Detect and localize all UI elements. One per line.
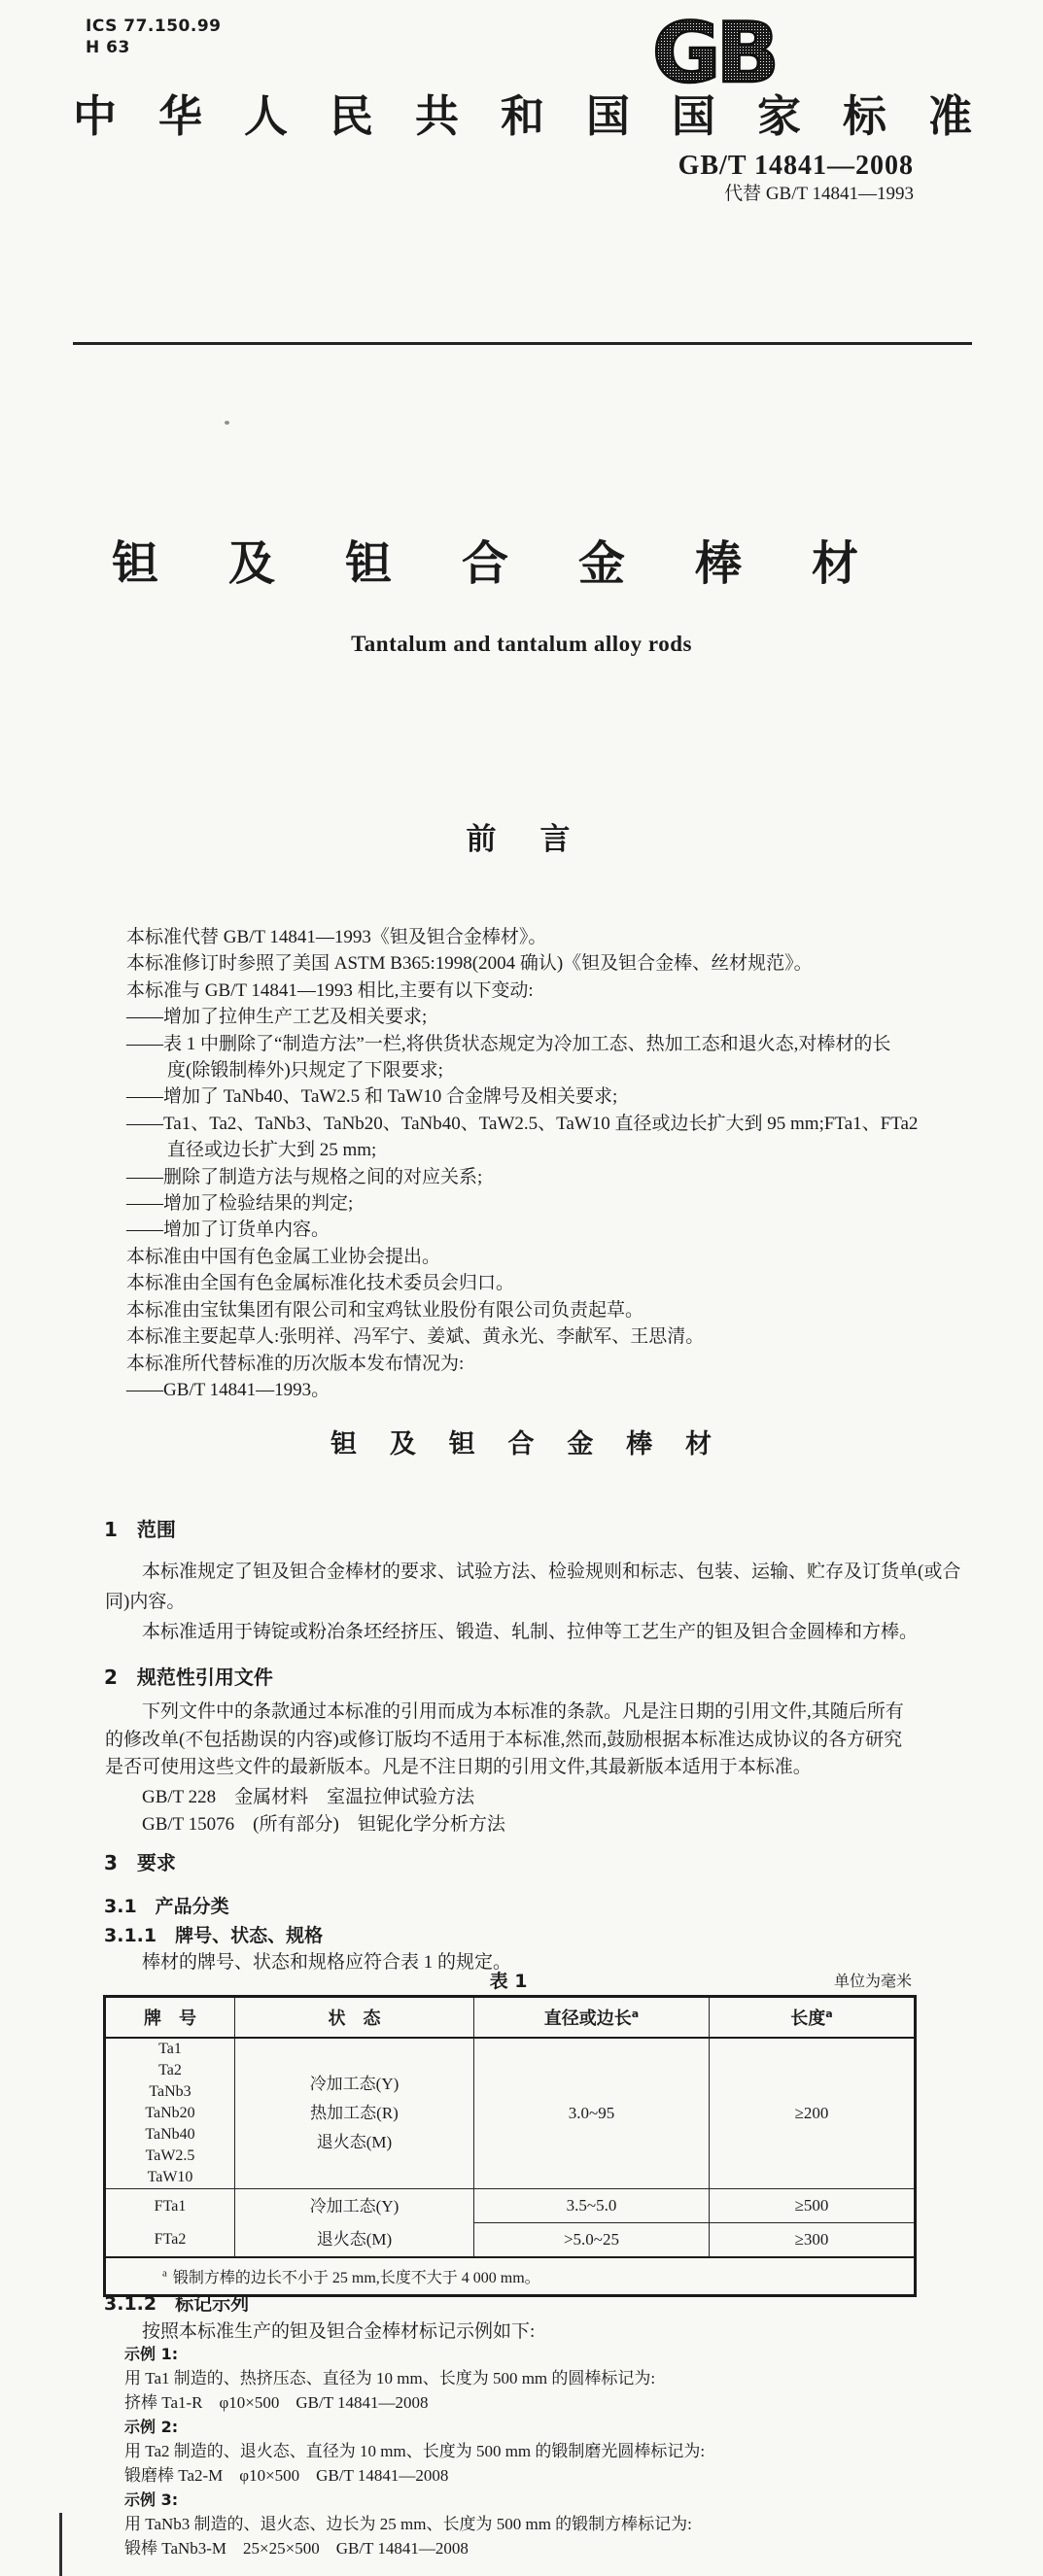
- ex-code: 锻磨棒 Ta2-M φ10×500 GB/T 14841—2008: [124, 2466, 449, 2485]
- reference-item: GB/T 15076 (所有部分) 钽铌化学分析方法: [142, 1814, 505, 1835]
- brand-cell-line: FTa1: [154, 2197, 187, 2215]
- brand-cell: [105, 2038, 235, 2189]
- svg-text:GB: GB: [651, 8, 776, 93]
- examples: [124, 2342, 980, 2560]
- normative-lines: [105, 1699, 987, 1782]
- state-cell: [235, 2038, 474, 2189]
- foreword-line: ——Ta1、Ta2、TaNb3、TaNb20、TaNb40、TaW2.5、TaW10 直径或边长扩大到 95 mm;FTa1、FTa2: [126, 1113, 919, 1134]
- table-caption-row: [103, 1967, 914, 1990]
- brand-cell-line: TaW10: [147, 2169, 193, 2185]
- state-list-1: [235, 2070, 473, 2157]
- foreword-line: 本标准与 GB/T 14841—1993 相比,主要有以下变动:: [126, 979, 534, 1001]
- reference-list: [142, 1784, 505, 1838]
- standard-number: GB/T 14841—2008: [678, 151, 914, 181]
- foreword-line: ——增加了订货单内容。: [126, 1219, 330, 1241]
- brand-cell-line: Ta2: [158, 2062, 182, 2078]
- normative-text-line: 的修改单(不包括勘误的内容)或修订版均不适用于本标准,然而,鼓励根据本标准达成协议的各方研究: [105, 1729, 903, 1750]
- foreword-line: 本标准代替 GB/T 14841—1993《钽及钽合金棒材》。: [126, 927, 547, 947]
- section-3-1-2-heading: 3.1.2 标记示列: [104, 2293, 250, 2315]
- ex-code: 锻棒 TaNb3-M 25×25×500 GB/T 14841—2008: [124, 2539, 469, 2558]
- table-unit-note: 单位为毫米: [833, 1974, 912, 1990]
- doc-title-cn: 钽及钽合金棒材: [112, 538, 858, 590]
- table-caption: 表 1: [489, 1971, 528, 1992]
- foreword-line: ——删除了制造方法与规格之间的对应关系;: [126, 1166, 483, 1187]
- foreword-line: 本标准由全国有色金属标准化技术委员会归口。: [126, 1273, 515, 1294]
- foreword-line: ——GB/T 14841—1993。: [126, 1379, 330, 1400]
- size-cell: >5.0~25: [474, 2223, 710, 2258]
- national-standard-title: 中华人民共和国国家标准: [73, 92, 972, 141]
- grade-intro-text: 棒材的牌号、状态和规格应符合表 1 的规定。: [142, 1952, 512, 1973]
- state-cell-line: 退火态(M): [316, 2133, 393, 2151]
- state-cell-line: 退火态(M): [316, 2229, 393, 2249]
- brand-cell-line: TaW2.5: [145, 2147, 195, 2164]
- normative-text-line: 下列文件中的条款通过本标准的引用而成为本标准的条款。凡是注日期的引用文件,其随后所有: [142, 1701, 904, 1722]
- ics-code: ICS 77.150.99: [86, 17, 222, 36]
- standard-number-block: [486, 152, 914, 206]
- foreword-line: 本标准主要起草人:张明祥、冯军宁、姜斌、黄永光、李献军、王思清。: [126, 1326, 705, 1348]
- foreword-heading: 前 言: [466, 822, 577, 856]
- foreword-line: 本标准所代替标准的历次版本发布情况为:: [126, 1353, 465, 1374]
- table-row-group1: [105, 2038, 916, 2189]
- table-1-wrapper: [103, 1995, 917, 2297]
- scan-speck: [225, 421, 229, 425]
- foreword-line: ——增加了 TaNb40、TaW2.5 和 TaW10 合金牌号及相关要求;: [126, 1086, 618, 1108]
- brand-cell-line: Ta1: [158, 2041, 182, 2057]
- state-list-2: [235, 2190, 473, 2256]
- foreword-line: ——增加了拉伸生产工艺及相关要求;: [126, 1007, 428, 1028]
- scope-lines: [105, 1557, 985, 1647]
- brand-list-2: [106, 2190, 234, 2256]
- ex-code: 挤棒 Ta1-R φ10×500 GB/T 14841—2008: [124, 2393, 429, 2412]
- ics-block: [86, 16, 222, 58]
- length-cell: ≥200: [710, 2038, 916, 2189]
- length-cell: ≥300: [710, 2223, 916, 2258]
- section-1-heading: 1 范围: [104, 1518, 176, 1541]
- scope-text-line: 同)内容。: [105, 1592, 186, 1612]
- class-code: H 63: [86, 38, 130, 57]
- foreword-line: ——表 1 中删除了“制造方法”一栏,将供货状态规定为冷加工态、热加工态和退火态,对棒材的长: [126, 1033, 891, 1054]
- gb-logo-icon: [616, 8, 811, 93]
- state-cell-line: 冷加工态(Y): [309, 2075, 400, 2093]
- ex-label: 示例 3:: [124, 2490, 179, 2509]
- table-header-row: [105, 1997, 916, 2039]
- reference-item: GB/T 228 金属材料 室温拉伸试验方法: [142, 1787, 475, 1807]
- size-cell: 3.0~95: [474, 2038, 710, 2189]
- foreword-line: 直径或边长扩大到 25 mm;: [167, 1140, 377, 1161]
- col-header-brand: 牌 号: [105, 1997, 235, 2039]
- section-2-heading: 2 规范性引用文件: [104, 1666, 273, 1689]
- state-cell-line: 冷加工态(Y): [309, 2196, 400, 2215]
- scope-text-line: 本标准适用于铸锭或粉冶条坯经挤压、锻造、轧制、拉伸等工艺生产的钽及钽合金圆棒和方棒。: [142, 1622, 919, 1642]
- brand-cell-line: TaNb40: [145, 2126, 195, 2143]
- brand-list-1: [106, 2039, 234, 2188]
- section-3-1-1-heading: 3.1.1 牌号、状态、规格: [104, 1925, 324, 1946]
- length-cell: ≥500: [710, 2189, 916, 2223]
- foreword-line: 本标准由宝钛集团有限公司和宝鸡钛业股份有限公司负责起草。: [126, 1299, 644, 1321]
- ex-desc: 用 Ta2 制造的、退火态、直径为 10 mm、长度为 500 mm 的锻制磨光圆棒标记为:: [124, 2442, 706, 2460]
- state-cell-line: 热加工态(R): [310, 2104, 399, 2122]
- header-rule: [73, 342, 972, 345]
- normative-text-line: 是否可使用这些文件的最新版本。凡是不注日期的引用文件,其最新版本适用于本标准。: [105, 1757, 812, 1777]
- body-title: 钽及钽合金棒材: [330, 1429, 712, 1459]
- marking-intro-text: 按照本标准生产的钽及钽合金棒材标记示例如下:: [142, 2321, 536, 2342]
- col-header-length: 长度$^a$: [710, 1997, 916, 2039]
- state-cell: [235, 2189, 474, 2258]
- col-header-size: 直径或边长$^a$: [474, 1997, 710, 2039]
- foreword-line: ——增加了检验结果的判定;: [126, 1193, 354, 1215]
- ex-label: 示例 1:: [124, 2345, 179, 2363]
- table-row-group2a: [105, 2189, 916, 2223]
- brand-cell-line: TaNb3: [149, 2083, 191, 2100]
- col-header-state: 状 态: [235, 1997, 474, 2039]
- table-1: [103, 1995, 917, 2297]
- section-3-1-heading: 3.1 产品分类: [104, 1896, 229, 1917]
- ex-label: 示例 2:: [124, 2418, 179, 2436]
- foreword-line: 度(除锻制棒外)只规定了下限要求;: [167, 1060, 443, 1082]
- brand-cell: [105, 2189, 235, 2258]
- doc-title-en: Tantalum and tantalum alloy rods: [351, 632, 692, 656]
- ex-desc: 用 TaNb3 制造的、退火态、边长为 25 mm、长度为 500 mm 的锻制方棒标记为:: [124, 2515, 692, 2533]
- ex-desc: 用 Ta1 制造的、热挤压态、直径为 10 mm、长度为 500 mm 的圆棒标记为:: [124, 2369, 656, 2387]
- brand-cell-line: FTa2: [154, 2230, 187, 2248]
- table-footnote: $^a$ 锻制方棒的边长不小于 25 mm,长度不大于 4 000 mm。: [105, 2257, 916, 2296]
- brand-cell-line: TaNb20: [145, 2105, 195, 2121]
- foreword-line: 本标准由中国有色金属工业协会提出。: [126, 1246, 441, 1267]
- scan-edge-mark: [59, 2513, 62, 2576]
- scope-text-line: 本标准规定了钽及钽合金棒材的要求、试验方法、检验规则和标志、包装、运输、贮存及订货单(或合: [142, 1562, 961, 1582]
- section-3-heading: 3 要求: [104, 1851, 176, 1874]
- size-cell: 3.5~5.0: [474, 2189, 710, 2223]
- replaces-note: 代替 GB/T 14841—1993: [724, 184, 914, 204]
- foreword-lines: [126, 924, 990, 1403]
- foreword-line: 本标准修订时参照了美国 ASTM B365:1998(2004 确认)《钽及钽合金棒、丝材规范》。: [126, 953, 813, 975]
